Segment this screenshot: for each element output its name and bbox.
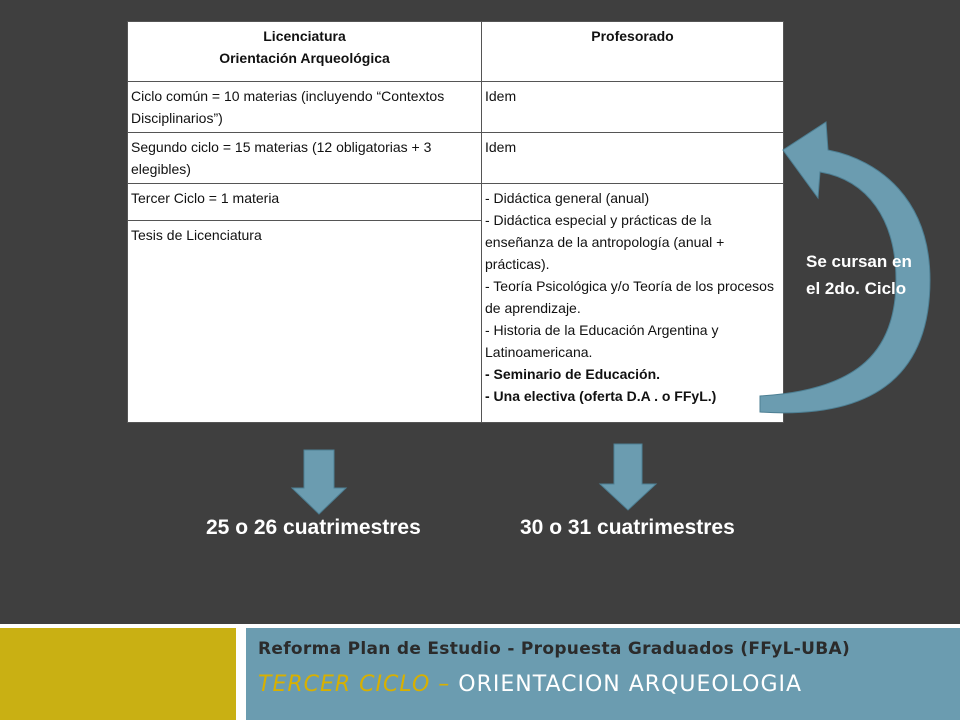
- total-licenciatura: 25 o 26 cuatrimestres: [206, 516, 421, 539]
- cell-idem-1: Idem: [482, 82, 784, 133]
- cell-tesis: Tesis de Licenciatura: [128, 221, 482, 423]
- prof-item: - Una electiva (oferta D.A . o FFyL.): [485, 388, 717, 404]
- header-licenciatura-line1: Licenciatura: [263, 28, 346, 44]
- prof-item: - Teoría Psicológica y/o Teoría de los procesos de aprendizaje.: [485, 278, 774, 316]
- footer-title: [258, 672, 802, 697]
- header-profesorado: Profesorado: [482, 22, 784, 82]
- cell-ciclo-comun: Ciclo común = 10 materias (incluyendo “Contextos Disciplinarios”): [128, 82, 482, 133]
- cell-idem-2: Idem: [482, 133, 784, 184]
- footer-gap: [236, 628, 246, 720]
- total-profesorado: 30 o 31 cuatrimestres: [520, 516, 735, 539]
- prof-item: - Didáctica general (anual): [485, 190, 650, 206]
- cell-tercer-ciclo: Tercer Ciclo = 1 materia: [128, 184, 482, 221]
- footer-accent-block: [0, 628, 236, 720]
- down-arrow-icon: [600, 444, 656, 510]
- cell-segundo-ciclo: Segundo ciclo = 15 materias (12 obligatorias + 3 elegibles): [128, 133, 482, 184]
- prof-item: - Didáctica especial y prácticas de la enseñanza de la antropología (anual + prácticas).: [485, 212, 725, 272]
- side-note: [806, 248, 946, 302]
- down-arrow-icon: [292, 450, 346, 514]
- side-note-line1: Se cursan en: [806, 252, 912, 271]
- prof-item: - Historia de la Educación Argentina y Latinoamericana.: [485, 322, 719, 360]
- footer-subtitle: Reforma Plan de Estudio - Propuesta Graduados (FFyL-UBA): [258, 639, 851, 659]
- footer-title-part1: TERCER CICLO –: [258, 672, 451, 697]
- footer-title-part2: ORIENTACION ARQUEOLOGIA: [450, 672, 803, 697]
- header-licenciatura-line2: Orientación Arqueológica: [219, 50, 390, 66]
- prof-item: - Seminario de Educación.: [485, 366, 661, 382]
- side-note-line2: el 2do. Ciclo: [806, 279, 907, 298]
